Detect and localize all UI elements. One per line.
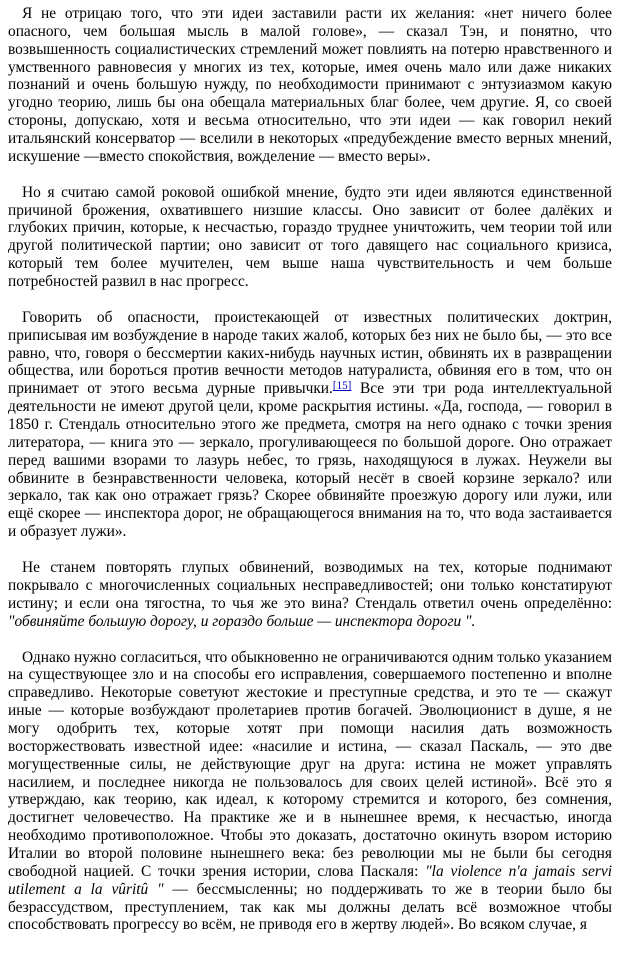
text-run: Говорить об опасности, проистекающей от известных политических доктрин, приписывая им возбуждение в народе таких жалоб, которых без них не было бы, — это все равно, что, говоря о бессмертии каких-нибудь научных истин, обвинять их в развращении общества, или бороться против вечности методов натуралиста, обвиняя его в том, что он принимает от этого весьма дурные привычки. <box>8 308 612 398</box>
text-run: Все эти три рода интеллектуальной деятельности не имеют другой цели, кроме раскрытия истины. «Да, господа, — говорил в 1850 г. Стендаль относительно этого же предмета, смотря на него однако с точки зрения литератора, — книга это — зеркало, прогуливающееся по большой дороге. Оно отражает перед вашими взорами то лазурь небес, то грязь, находящуюся в лужах. Неужели вы обвините в безнравственности человека, который несёт в своей корзине зеркало? или зеркало, так как оно отражает грязь? Скорее обвиняйте проезжую дорогу или лужи, или ещё скорее — инспектора дорог, не обращающегося внимания на то, что вода застаивается и образует лужи». <box>8 380 612 541</box>
italic-quote-run: "обвиняйте большую дорогу, и гораздо больше — инспектора дороги ". <box>8 612 476 630</box>
text-run: Однако нужно согласиться, что обыкновенно не ограничиваются одним только указанием на существующее зло и на способы его исправления, совершаемого постепенно и вполне справедливо. Некоторые советуют жестокие и преступные средства, и это те — скажут иные — которые возбуждают пролетариев против богачей. Эволюционист в душе, я не могу одобрить тех, которые хотят при помощи насилия дать возможность восторжествовать известной идее: «насилие и истина, — сказал Паскаль, — это две могущественные силы, не действующие друг на друга: истина не может управлять насилием, и последнее никогда не пользовалось для своих целей истиной». Всё это я утверждаю, как теорию, как идеал, к которому стремится и которого, без сомнения, достигнет человечество. На практике же и в нынешнее время, к несчастью, иногда необходимо противоположное. Чтобы это доказать, достаточно окинуть взором историю Италии во второй половине нынешнего века: без революции мы не были бы сегодня свободной нацией. С точки зрения истории, слова Паскаля: <box>8 648 612 880</box>
text-run: Не станем повторять глупых обвинений, возводимых на тех, которые поднимают покрывало с многочисленных социальных несправедливостей; они только констатируют истину; и если она тягостна, то чья же это вина? Стендаль ответил очень определённо: <box>8 559 612 612</box>
footnote-link-15[interactable]: [15] <box>332 380 352 393</box>
text-run: — бессмысленны; но поддерживать то же в теории было бы безрассудством, преступлением, так как мы должны делать всё возможное чтобы способствовать прогрессу во всём, не приводя его в жертву людей». Во всяком случае, я <box>8 880 612 934</box>
paragraph <box>8 184 612 291</box>
text-run: Но я считаю самой роковой ошибкой мнение, будто эти идеи являются единственной причиной брожения, охватившего низшие классы. Оно зависит от более далёких и глубоких причин, которые, к несчастью, гораздо труднее уничтожить, чем теории той или другой политической партии; оно зависит от того давящего нас социального кризиса, который тем более мучителен, чем выше наша чувствительность и чем больше потребностей развил в нас прогресс. <box>8 183 612 291</box>
text-run: Я не отрицаю того, что эти идеи заставили расти их желания: «нет ничего более опасного, чем большая мысль в малой голове», — сказал Тэн, и понятно, что возвышенность социалистических стремлений может повлиять на потерю нравственного и умственного равновесия у многих из тех, которые, имея очень мало или даже никаких познаний и очень большую нужду, по необходимости принимают с энтузиазмом какую угодно теорию, лишь бы она обещала материальных благ более, чем другие. Я, со своей стороны, допускаю, хотя и весьма относительно, что эти идеи — как говорил некий итальянский консерватор — вселили в некоторых «предубеждение вместо верных мнений, искушение —вместо спокойствия, вожделение — вместо веры». <box>8 5 612 165</box>
paragraph <box>8 309 612 541</box>
italic-french-quote-run: "la violence n'a jamais servi utilement a la vûritû " <box>8 862 612 898</box>
paragraph <box>8 559 612 630</box>
paragraph <box>8 649 612 935</box>
paragraph <box>8 5 612 166</box>
